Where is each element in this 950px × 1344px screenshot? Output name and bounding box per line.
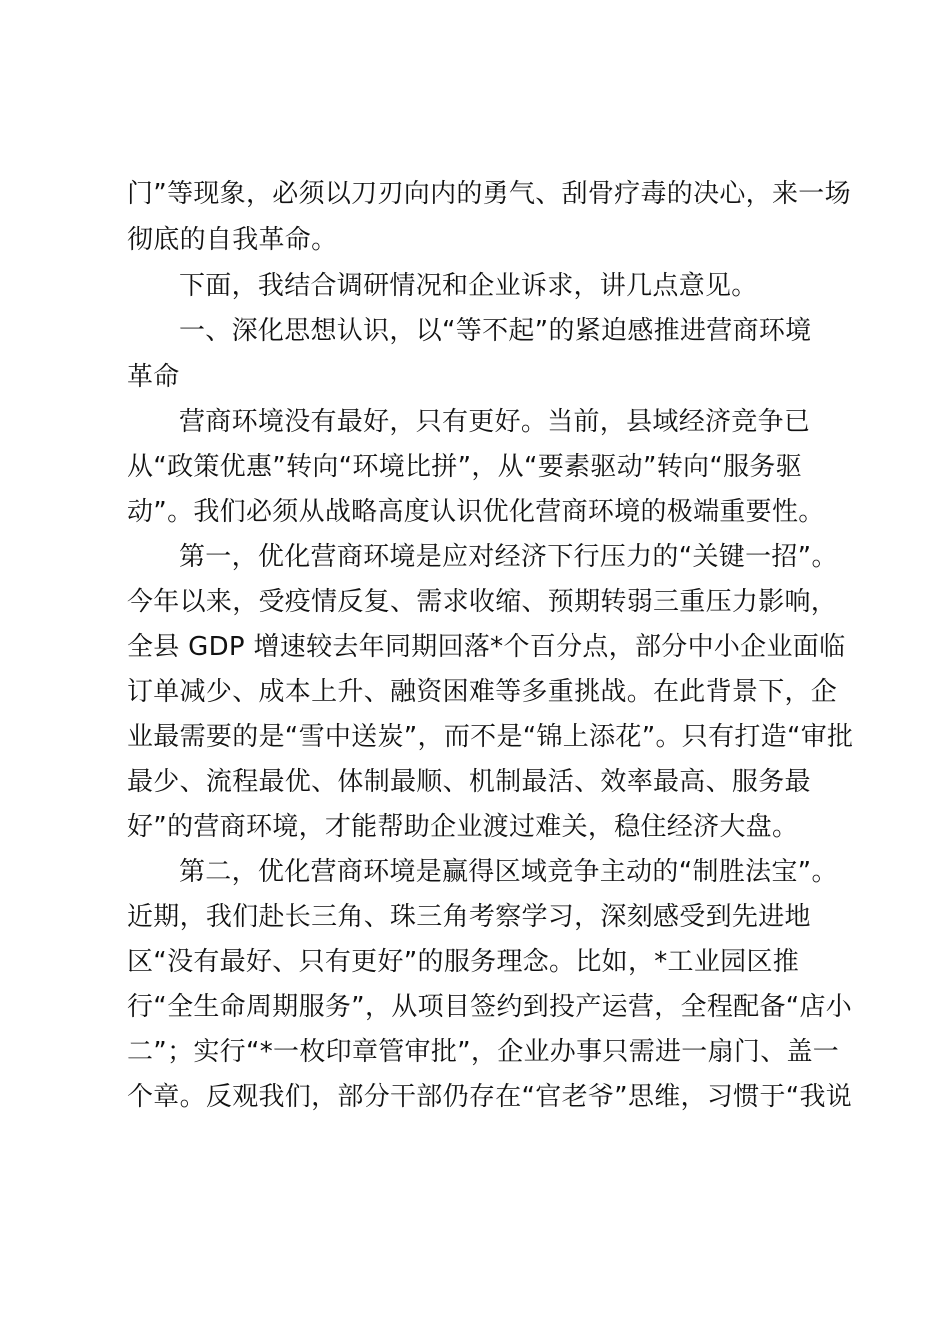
text-line: 好”的营商环境，才能帮助企业渡过难关，稳住经济大盘。: [127, 812, 799, 842]
paragraph-line: 营商环境没有最好，只有更好。当前，县域经济竞争已: [179, 407, 811, 437]
text-line: 订单减少、成本上升、融资困难等多重挑战。在此背景下，企: [127, 677, 838, 707]
text-line: 区“没有最好、只有更好”的服务理念。比如，*工业园区推: [127, 947, 800, 977]
paragraph-line: 下面，我结合调研情况和企业诉求，讲几点意见。: [179, 271, 758, 301]
paragraph-line: 第二，优化营商环境是赢得区域竞争主动的“制胜法宝”。: [179, 857, 838, 887]
text-line: 从“政策优惠”转向“环境比拼”，从“要素驱动”转向“服务驱: [127, 452, 802, 482]
text-line: 业最需要的是“雪中送炭”，而不是“锦上添花”。只有打造“审批: [127, 722, 854, 752]
text-line: 二”；实行“*一枚印章管审批”，企业办事只需进一扇门、盖一: [127, 1037, 840, 1067]
text-line: 全县 GDP 增速较去年同期回落*个百分点，部分中小企业面临: [127, 632, 846, 662]
section-heading-continued: 革命: [127, 362, 180, 392]
section-heading: 一、深化思想认识，以“等不起”的紧迫感推进营商环境: [179, 316, 812, 346]
text-line: 今年以来，受疫情反复、需求收缩、预期转弱三重压力影响，: [127, 587, 838, 617]
text-line: 动”。我们必须从战略高度认识优化营商环境的极端重要性。: [127, 497, 825, 527]
text-line: 个章。反观我们，部分干部仍存在“官老爷”思维，习惯于“我说: [127, 1082, 853, 1112]
text-line: 近期，我们赴长三角、珠三角考察学习，深刻感受到先进地: [127, 902, 811, 932]
text-line: 最少、流程最优、体制最顺、机制最活、效率最高、服务最: [127, 767, 811, 797]
text-line: 行“全生命周期服务”，从项目签约到投产运营，全程配备“店小: [127, 992, 853, 1022]
paragraph-line: 第一，优化营商环境是应对经济下行压力的“关键一招”。: [179, 542, 838, 572]
text-line: 门”等现象，必须以刀刃向内的勇气、刮骨疗毒的决心，来一场: [127, 179, 851, 209]
text-line: 彻底的自我革命。: [127, 225, 338, 255]
